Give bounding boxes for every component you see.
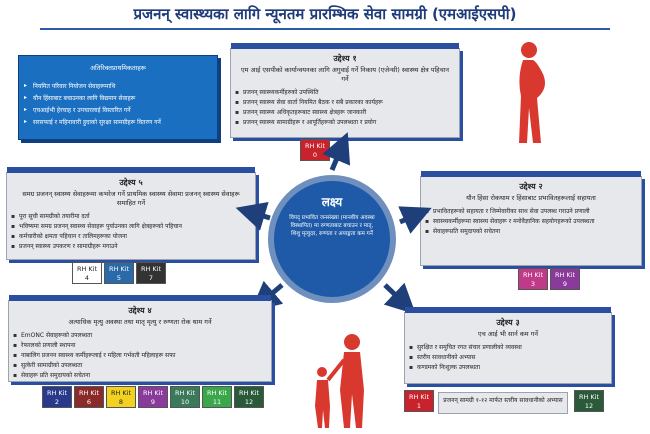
list-item: ▪ EmONC सेवाहरूको उपलब्धता [21, 332, 263, 340]
list-item: ▪ प्रजनन् स्वास्थ्य सेवा वार्ता नियमित बैठक र सबै प्रकारका कार्यहरू [243, 99, 451, 107]
objective-5-subtitle: समग्र प्रजनन् स्वास्थ्य सेवाहरूमा कभरेज गर्ने प्राथमिक स्वास्थ्य सेवामा प्रजनन् स्वास्थ्य सेवाहरू समाहित गर्ने [22, 190, 240, 207]
rh-kit-badge: RH Kit 1 [404, 390, 434, 412]
arrow-to-objective-1 [332, 146, 342, 170]
rh-kit-badge: RH Kit 9 [138, 386, 168, 408]
objective-4-subtitle: अत्याधिक मृत्यु अवस्था तथा मातृ मृत्यु र रुग्णता रोक थाम गर्ने [68, 318, 212, 326]
list-item: ▪ प्रजनन् स्वास्थ्य सामाग्रीहरू र आपूर्तिहरूको उपलब्धता र प्रयोग [243, 119, 451, 127]
list-item: ▪ कर्मचारीको क्षमता पहिचान र तालिमहरूका योजना [19, 233, 247, 241]
objective-1-subtitle: एम आई एसपीको कार्यान्वयनका लागि अगुवाई गर्ने निकाय (एजेन्सी) स्वास्थ्य क्षेत्र पहिचान गर्ने [240, 66, 450, 83]
list-item: ▪ प्रजनन् स्वास्थ्य अधिकृतहरूबाट स्वास्थ्य क्षेत्रहरू जानकारी [243, 109, 451, 117]
list-item: ▸ यौन हिंसाबाट बचाउनका लागि विद्यमान सेवाहरू [33, 94, 209, 102]
objective-2-subtitle: यौन हिंसा रोकथाम र हिंसाबाट प्रभावितहरूलाई सहायता [466, 194, 596, 202]
list-item: ▪ कण्डमको निःशुल्क उपलब्धता [417, 364, 603, 372]
objective-3-bottom-note: प्रजनन् सामग्री १-१२ मार्फत स्तरीय सावधानीको अभ्यास [438, 392, 568, 414]
goal-description: विपद् प्रभावित जनसंख्या (मानवीय अवस्था विस्थापित) मा रुग्णताबाट बचाउन र मातृ, शिशु मृत्युदर, रुग्णता र अपाङ्गता कम गर्ने [289, 215, 375, 237]
objective-1-heading: उद्देश्य १ [333, 54, 357, 63]
arrow-to-objective-5 [250, 212, 270, 218]
objective-3-heading: उद्देश्य ३ [496, 318, 520, 327]
list-item: ▪ प्रजनन् स्वास्थ्य उपकरण र सामाग्रीहरू मगाउने [19, 243, 247, 251]
list-item: ▪ प्रभावितहरूको सहायता र जिम्मेवारीका साथ सेवा उपलब्ध गराउने प्रणाली [433, 208, 633, 216]
rh-kit-badge: RH Kit 0 [300, 139, 330, 161]
rh-kit-badge: RH Kit 5 [104, 262, 134, 284]
objective-4-heading: उद्देश्य ४ [128, 306, 152, 315]
objective-2-heading: उद्देश्य २ [519, 182, 543, 191]
list-item: ▪ भविष्यमा समग्र प्रजनन् स्वास्थ्य सेवाहरू पुर्याउनका लागि क्षेत्रहरूको पहिचान [19, 223, 247, 231]
rh-kit-badge: RH Kit 12 [234, 386, 264, 408]
rh-kit-badge: RH Kit 3 [518, 268, 548, 290]
goal-title: लक्ष्य [321, 195, 343, 209]
list-item: ▪ स्तरीय सावधानीको अभ्यास [417, 354, 603, 362]
page-title: प्रजनन् स्वास्थ्यका लागि न्यूनतम प्रारम्भिक सेवा सामग्री (एमआईएसपी) [133, 5, 517, 23]
arrow-to-objective-3 [385, 285, 405, 304]
list-item: ▪ सेवाहरूप्रति समुदायको सचेतना [433, 228, 633, 236]
arrow-to-objective-2 [400, 214, 418, 222]
rh-kit-badge: RH Kit 11 [202, 386, 232, 408]
mother-child-illustration [300, 330, 380, 430]
additional-priorities-heading: अतिरिक्तप्राथमिकताहरू [90, 64, 146, 72]
rh-kit-badge: RH Kit 6 [74, 386, 104, 408]
rh-kit-badge: RH Kit 8 [106, 386, 136, 408]
rh-kit-badge: RH Kit 9 [550, 268, 580, 290]
list-item: ▸ सरसफाई र महिनावारी हुदाको सुरक्षा सामग्रीहरू वितरण गर्ने [33, 118, 209, 126]
rh-kit-badge: RH Kit 2 [42, 386, 72, 408]
rh-kit-badge: RH Kit 10 [170, 386, 200, 408]
rh-kit-badge: RH Kit 7 [136, 262, 166, 284]
list-item: ▪ पूरा सूची सामग्रीको तयारीमा दर्ता [19, 213, 247, 221]
rh-kit-badge: RH Kit 4 [72, 262, 102, 284]
list-item: ▪ सुत्केरी सामाग्रीको उपलब्धता [21, 362, 263, 370]
objective-3-card [404, 312, 612, 384]
list-item: ▪ रेफरलको प्रणाली स्थापना [21, 342, 263, 350]
list-item: ▪ स्वास्थ्यकर्मीहरूमा स्वास्थ्य सेवाहरू र मनोवैज्ञानिक सहयोगहरूको उपलब्धता [433, 218, 633, 226]
objective-5-heading: उद्देश्य ५ [119, 178, 143, 187]
objective-4-card [8, 300, 272, 382]
list-item: ▪ प्रजनन् स्वास्थ्यकर्मीहरुको उपस्थिति [243, 89, 451, 97]
list-item: ▪ नाबालिग प्रजनन स्वास्थ्य कर्मीहरूलाई र महिला गर्भवती महिलाहरू सफा [21, 352, 263, 360]
objective-3-subtitle: एच आई भी सार्न कम गर्ने [478, 330, 538, 338]
rh-kit-badge: RH Kit 12 [574, 390, 604, 412]
list-item: ▸ एचआईभी हेरचाह र उपचारलाई विस्तारित गर्ने [33, 106, 209, 114]
list-item: ▪ सुरक्षित र समुचित रगत संचार प्रणालीको व्यवस्था [417, 344, 603, 352]
list-item: ▸ नियमित परिवार नियोजन सेवाहरूमाथि [33, 82, 209, 90]
list-item: ▪ सेवाहरू प्रति समुदायको सचेतना [21, 372, 263, 380]
